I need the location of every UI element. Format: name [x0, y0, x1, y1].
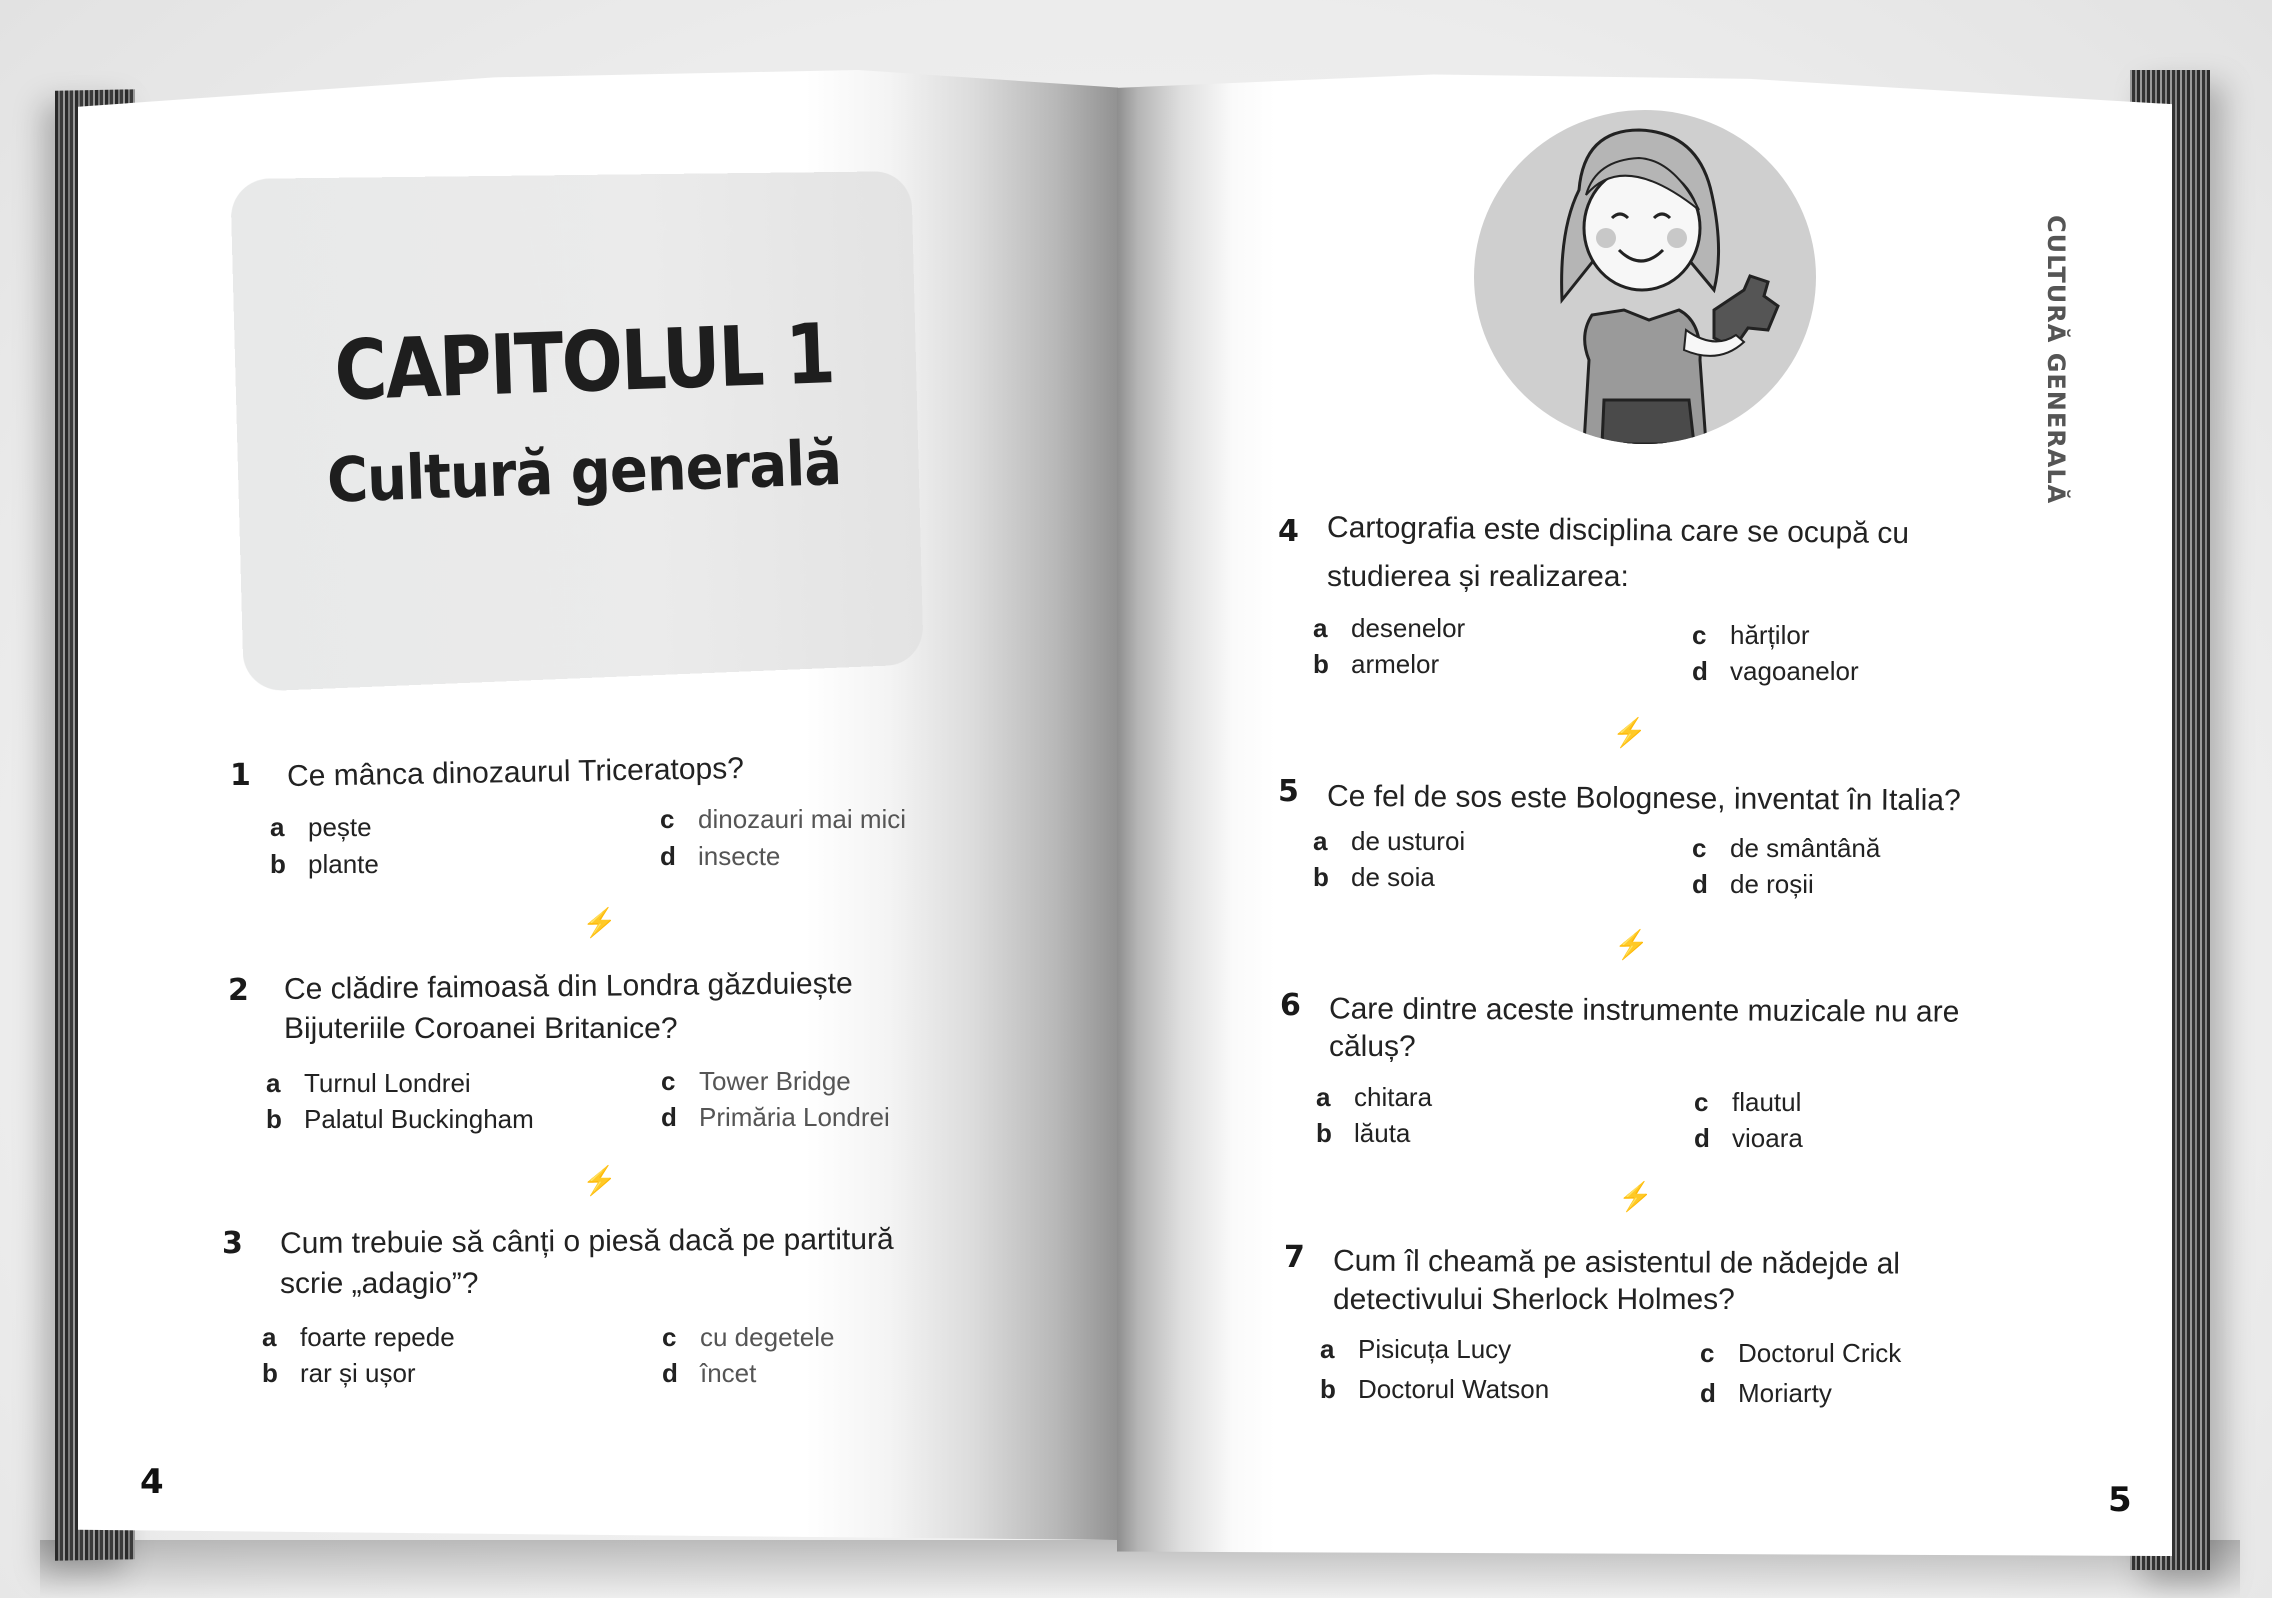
option-text: plante: [308, 849, 379, 879]
option-d[interactable]: [1700, 1378, 1832, 1409]
page-number-left: 4: [140, 1462, 164, 1502]
option-d[interactable]: [1692, 869, 1814, 900]
option-text: Palatul Buckingham: [304, 1104, 534, 1134]
option-b[interactable]: [1320, 1374, 1549, 1405]
option-b[interactable]: [1316, 1118, 1410, 1149]
option-text: cu degetele: [700, 1322, 835, 1352]
girl-puzzle-icon: [1474, 110, 1816, 444]
option-a[interactable]: [270, 812, 372, 843]
option-letter: b: [266, 1104, 282, 1134]
option-text: pește: [308, 812, 372, 842]
option-text: Primăria Londrei: [699, 1102, 890, 1132]
lightning-separator-icon: ⚡: [1612, 717, 1647, 748]
option-text: vioara: [1732, 1123, 1803, 1153]
option-d[interactable]: [1694, 1123, 1803, 1154]
question-text-line-2: Bijuteriile Coroanei Britanice?: [284, 1012, 678, 1045]
option-d[interactable]: [662, 1358, 756, 1389]
lightning-separator-icon: ⚡: [1618, 1181, 1653, 1212]
option-text: vagoanelor: [1730, 656, 1859, 686]
option-text: desenelor: [1351, 613, 1466, 643]
question-text-line-2: detectivului Sherlock Holmes?: [1333, 1283, 1735, 1316]
option-b[interactable]: [1313, 649, 1439, 680]
option-text: chitara: [1354, 1082, 1433, 1112]
option-letter: c: [1700, 1338, 1715, 1368]
question-text-line-1: Cum trebuie să cânți o piesă dacă pe partitură: [279, 1222, 894, 1261]
option-text: Pisicuța Lucy: [1358, 1334, 1512, 1364]
option-text: de roșii: [1730, 869, 1814, 899]
option-text: hărților: [1730, 620, 1810, 650]
lightning-separator-icon: ⚡: [582, 1165, 617, 1196]
question-text: Ce fel de sos este Bolognese, inventat în Italia?: [1326, 779, 1961, 818]
option-text: de smântână: [1730, 833, 1881, 863]
option-text: încet: [700, 1358, 757, 1388]
question-text-line-1: Care dintre aceste instrumente muzicale nu are: [1328, 992, 1960, 1029]
option-text: Doctorul Crick: [1738, 1338, 1902, 1368]
question-number: 4: [1278, 514, 1299, 549]
option-text: foarte repede: [300, 1322, 455, 1352]
option-letter: b: [1320, 1374, 1336, 1404]
option-c[interactable]: [662, 1322, 834, 1353]
option-letter: a: [262, 1322, 277, 1352]
option-letter: c: [662, 1322, 677, 1352]
option-letter: c: [1694, 1087, 1709, 1117]
option-text: armelor: [1351, 649, 1440, 679]
option-letter: a: [1313, 826, 1328, 856]
option-b[interactable]: [262, 1358, 416, 1389]
question-number: 3: [222, 1226, 243, 1261]
option-letter: a: [270, 812, 285, 842]
question-text-line-2: scrie „adagio”?: [280, 1267, 479, 1300]
option-letter: a: [1320, 1334, 1335, 1364]
option-a[interactable]: [262, 1322, 455, 1353]
option-letter: b: [1313, 862, 1329, 892]
option-text: Tower Bridge: [699, 1066, 851, 1096]
option-letter: a: [1313, 613, 1328, 643]
question-number: 5: [1278, 774, 1299, 809]
option-letter: b: [262, 1358, 278, 1388]
option-text: flautul: [1732, 1087, 1802, 1117]
option-letter: b: [1313, 649, 1329, 679]
option-text: dinozauri mai mici: [698, 804, 907, 834]
chapter-title: CAPITOLUL 1: [332, 305, 836, 419]
option-b[interactable]: [1313, 862, 1435, 893]
option-letter: b: [270, 849, 286, 879]
option-text: Turnul Londrei: [304, 1068, 471, 1098]
question-number: 1: [230, 758, 251, 793]
page-number-right: 5: [2108, 1480, 2132, 1520]
option-letter: d: [1694, 1123, 1710, 1153]
question-text-line-1: Cartografia este disciplina care se ocupă cu: [1326, 510, 1910, 551]
option-text: Moriarty: [1738, 1378, 1832, 1408]
option-a[interactable]: [1316, 1082, 1432, 1113]
option-letter: d: [1692, 869, 1708, 899]
option-b[interactable]: [266, 1104, 534, 1135]
chapter-subtitle: Cultură generală: [325, 427, 843, 518]
option-a[interactable]: [1320, 1334, 1511, 1365]
option-c[interactable]: [661, 1066, 851, 1097]
option-a[interactable]: [266, 1068, 471, 1099]
option-c[interactable]: [1694, 1087, 1801, 1118]
option-letter: c: [660, 804, 675, 834]
option-letter: d: [661, 1102, 677, 1132]
option-letter: d: [660, 841, 676, 871]
option-c[interactable]: [1700, 1338, 1901, 1369]
question-text-line-2: căluș?: [1329, 1030, 1416, 1063]
option-text: insecte: [698, 841, 781, 871]
option-c[interactable]: [660, 804, 906, 835]
option-text: Doctorul Watson: [1358, 1374, 1550, 1404]
question-text-line-2: studierea și realizarea:: [1327, 560, 1629, 593]
option-c[interactable]: [1692, 833, 1880, 864]
lightning-separator-icon: ⚡: [582, 907, 617, 938]
question-text: Ce mânca dinozaurul Triceratops?: [286, 752, 745, 793]
option-a[interactable]: [1313, 826, 1465, 857]
option-letter: a: [266, 1068, 281, 1098]
option-text: rar și ușor: [300, 1358, 416, 1388]
option-letter: d: [1700, 1378, 1716, 1408]
question-number: 7: [1284, 1240, 1305, 1275]
option-c[interactable]: [1692, 620, 1809, 651]
lightning-separator-icon: ⚡: [1614, 929, 1649, 960]
option-letter: a: [1316, 1082, 1331, 1112]
running-header-vertical: CULTURĂ GENERALĂ: [2042, 215, 2070, 505]
option-letter: c: [1692, 620, 1707, 650]
question-text-line-1: Cum îl cheamă pe asistentul de nădejde al: [1332, 1244, 1901, 1281]
option-text: de soia: [1351, 862, 1435, 892]
option-letter: b: [1316, 1118, 1332, 1148]
option-letter: d: [1692, 656, 1708, 686]
illustration-girl-with-puzzle: [1474, 110, 1816, 444]
option-d[interactable]: [1692, 656, 1859, 687]
option-text: de usturoi: [1351, 826, 1466, 856]
option-d[interactable]: [660, 841, 780, 872]
option-letter: d: [662, 1358, 678, 1388]
question-text-line-1: Ce clădire faimoasă din Londra găzduiește: [283, 967, 853, 1006]
option-a[interactable]: [1313, 613, 1465, 644]
question-number: 2: [228, 973, 249, 1008]
option-letter: c: [661, 1066, 676, 1096]
option-d[interactable]: [661, 1102, 890, 1133]
option-b[interactable]: [270, 849, 379, 880]
option-letter: c: [1692, 833, 1707, 863]
question-number: 6: [1280, 988, 1301, 1023]
option-text: lăuta: [1354, 1118, 1411, 1148]
